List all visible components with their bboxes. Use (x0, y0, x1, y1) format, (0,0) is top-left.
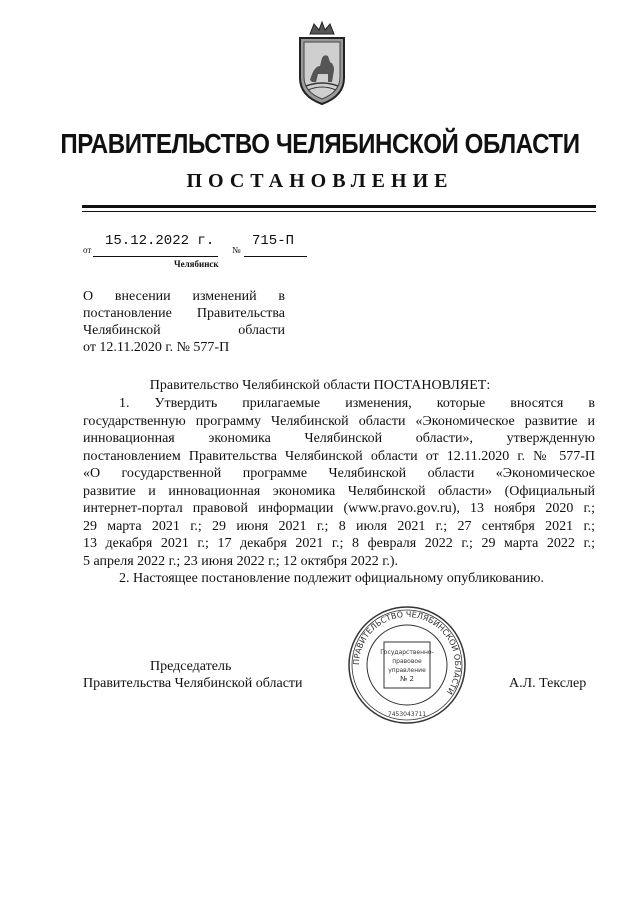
stamp-center-line: правовое (392, 658, 422, 665)
signatory-name: А.Л. Текслер (509, 676, 587, 691)
body-line: 1. Утвердить прилагаемые изменения, которые вносятся в (119, 396, 595, 411)
date-label: от (83, 245, 92, 255)
resolution-intro: Правительство Челябинской области ПОСТАНОВЛЯЕТ: (149, 378, 491, 393)
signatory-organization: Правительства Челябинской области (83, 676, 303, 691)
subject-line: Челябинской области (83, 323, 285, 338)
subject-line: О внесении изменений в (83, 289, 285, 304)
body-line: развитие и инновационная экономика Челябинской области» (Официальный (83, 483, 595, 499)
stamp-ring-text: ПРАВИТЕЛЬСТВО ЧЕЛЯБИНСКОЙ ОБЛАСТИ (351, 609, 463, 696)
coat-of-arms-emblem (292, 20, 352, 106)
body-line: постановлением Правительства Челябинской области от 12.11.2020 г. № 577-П (83, 448, 595, 464)
document-subject (83, 288, 285, 356)
stamp-code: 7453043711 (387, 711, 427, 718)
header-rule-thin (82, 211, 596, 212)
body-line: 5 апреля 2022 г.; 23 июня 2022 г.; 12 октября 2022 г.). (83, 553, 399, 569)
resolution-body (83, 395, 595, 588)
city: Челябинск (174, 259, 219, 269)
document-type: ПОСТАНОВЛЕНИЕ (186, 170, 454, 192)
body-line: 29 марта 2021 г.; 29 июня 2021 г.; 8 июля 2021 г.; 27 сентября 2021 г.; (83, 518, 595, 534)
stamp-center-line: Государственно- (380, 649, 434, 656)
number-label: № (232, 245, 241, 255)
document-number: 715-П (252, 233, 295, 249)
government-title: ПРАВИТЕЛЬСТВО ЧЕЛЯБИНСКОЙ ОБЛАСТИ (60, 128, 580, 159)
body-line: государственную программу Челябинской области «Экономическое развитие и (83, 413, 595, 429)
subject-line: от 12.11.2020 г. № 577-П (83, 340, 230, 355)
signatory-title: Председатель (150, 659, 232, 674)
body-line: «О государственной программе Челябинской области «Экономическое (83, 466, 595, 481)
number-underline (244, 256, 307, 257)
document-date: 15.12.2022 г. (105, 233, 215, 249)
stamp-center-line: управление (388, 667, 426, 674)
stamp-center-line: № 2 (400, 675, 414, 683)
official-stamp (346, 604, 468, 726)
body-line: 13 декабря 2021 г.; 17 декабря 2021 г.; 8 февраля 2022 г.; 29 марта 2022 г.; (83, 536, 595, 551)
subject-line: постановление Правительства (83, 306, 285, 321)
body-line: 2. Настоящее постановление подлежит официальному опубликованию. (119, 571, 544, 586)
body-line: инновационная экономика Челябинской области», утвержденную (83, 431, 595, 446)
header-rule-thick (82, 205, 596, 208)
body-line: интернет-портал правовой информации (www.pravo.gov.ru), 13 ноября 2020 г.; (83, 501, 595, 516)
date-underline (93, 256, 218, 257)
